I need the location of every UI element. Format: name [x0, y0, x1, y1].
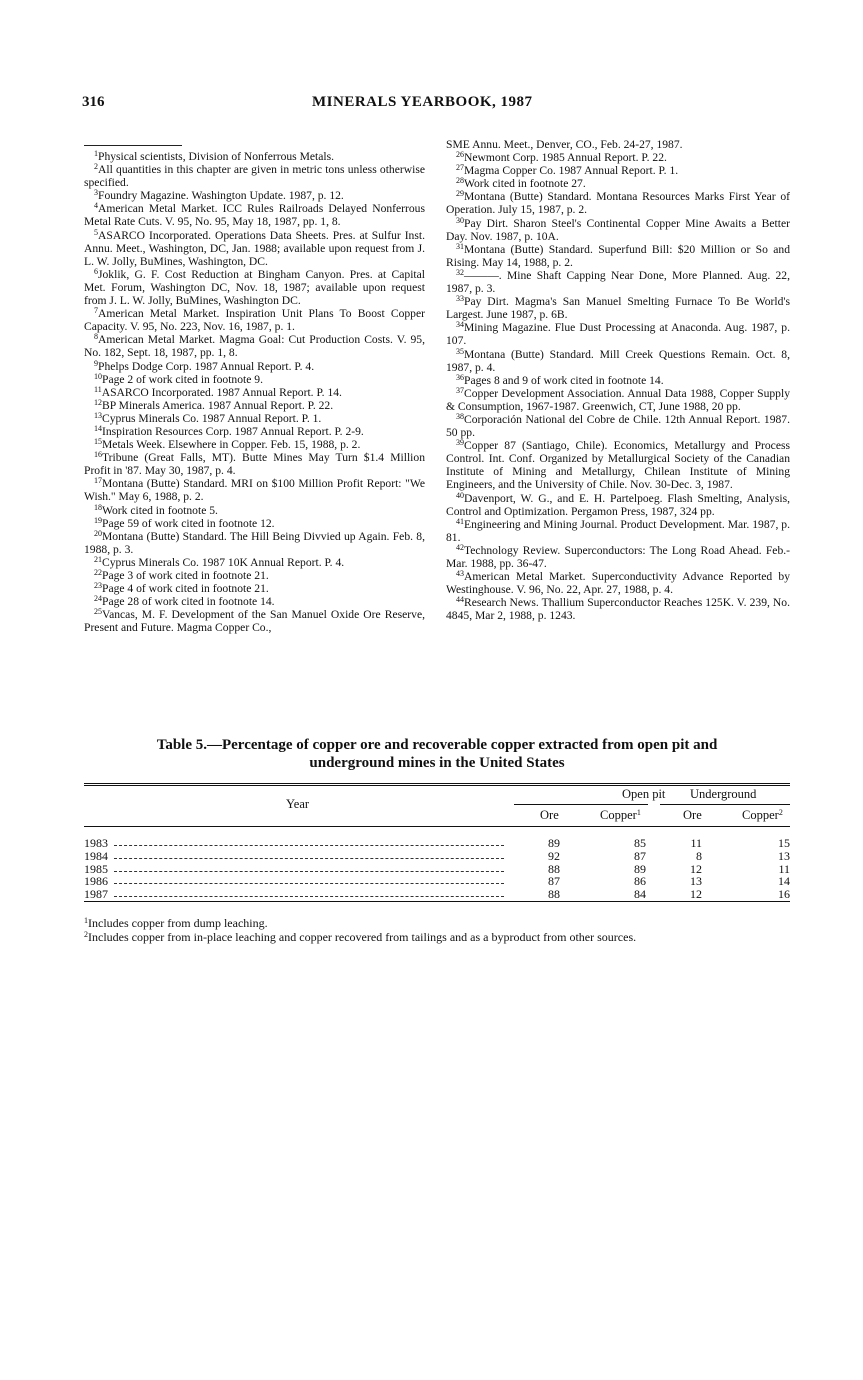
footnote-text: Copper Development Association. Annual Data 1988, Copper Supply & Consumption, 1967-1987. Greenwich, CT, June 1988, 20 pp.: [446, 386, 790, 413]
footnote-number: 42: [456, 542, 464, 552]
header-open-pit-ore: Ore: [540, 808, 559, 822]
footnote-number: 22: [94, 568, 102, 577]
footnote-number: 26: [456, 150, 464, 160]
footnote-text: Cyprus Minerals Co. 1987 Annual Report. P. 1.: [102, 411, 322, 425]
row-year: 1986: [84, 874, 108, 889]
footnote-number: 6: [94, 266, 98, 276]
footnote-number: 19: [94, 515, 102, 525]
footnote: [446, 138, 790, 151]
footnote-number: 39: [456, 438, 464, 448]
footnote-number: 3: [94, 188, 98, 198]
row-year: 1985: [84, 861, 108, 876]
footnote-number: 43: [456, 569, 464, 579]
footnote-text: Davenport, W. G., and E. H. Partelpoeg. Flash Smelting, Analysis, Control and Optimization. Pergamon Press, 1987, 324 pp.: [446, 491, 790, 518]
footnote-text: Newmont Corp. 1985 Annual Report. P. 22.: [464, 151, 667, 165]
footnote: [84, 451, 425, 477]
footnote-number: 33: [456, 294, 464, 304]
cell-op-copper: 86: [634, 874, 646, 889]
footnote: [84, 517, 425, 530]
footnote-number: 25: [94, 607, 102, 617]
header-bottom-rule: [84, 826, 790, 827]
footnote: [84, 229, 425, 268]
footnote: [446, 217, 790, 243]
footnote-number: 9: [94, 358, 98, 368]
cell-op-ore: 92: [548, 848, 560, 863]
cell-ug-ore: 12: [690, 861, 702, 876]
footnote-number: 13: [94, 410, 102, 420]
footnote-number: 31: [456, 241, 464, 251]
footnote-text: SME Annu. Meet., Denver, CO., Feb. 24-27, 1987.: [446, 138, 683, 151]
footnote: [84, 504, 425, 517]
footnote-text: Foundry Magazine. Washington Update. 1987, p. 12.: [98, 189, 344, 203]
row-year: 1987: [84, 887, 108, 902]
footnote-text: Joklik, G. F. Cost Reduction at Bingham Canyon. Pres. at Capital Met. Forum, Washington DC, Nov. 18, 1987; available upon request from J. L. W. Jolly, BuMines, Washington DC.: [84, 267, 425, 308]
footnote-text: Magma Copper Co. 1987 Annual Report. P. 1.: [464, 164, 679, 178]
cell-ug-copper: 14: [778, 874, 790, 889]
footnote: [84, 399, 425, 412]
footnote-text: ASARCO Incorporated. 1987 Annual Report. P. 14.: [101, 385, 342, 399]
footnote-number: 41: [456, 516, 464, 526]
header-underground-copper-note: 2: [778, 808, 783, 817]
header-open-pit: Open pit: [622, 787, 666, 801]
footnote: [446, 190, 790, 216]
cell-op-ore: 88: [548, 861, 560, 876]
footnote-text: Page 28 of work cited in footnote 14.: [102, 595, 275, 609]
footnote: [84, 595, 425, 608]
row-year: 1984: [84, 848, 108, 863]
table-row: [84, 850, 790, 863]
cell-ug-copper: 11: [778, 861, 790, 876]
footnote-text: Inspiration Resources Corp. 1987 Annual Report. P. 2-9.: [102, 424, 364, 438]
footnote: [84, 189, 425, 202]
page-number: 316: [82, 94, 105, 110]
footnote-text: ———. Mine Shaft Capping Near Done, More Planned. Aug. 22, 1987, p. 3.: [446, 268, 790, 296]
leader-dots: [114, 858, 504, 859]
footnote-number: 11: [94, 384, 102, 394]
footnote-text: Work cited in footnote 27.: [464, 177, 586, 191]
footnote-text: Mining Magazine. Flue Dust Processing at Anaconda. Aug. 1987, p. 107.: [446, 321, 790, 348]
footnote-text: Tribune (Great Falls, MT). Butte Mines May Turn $1.4 Million Profit in '87. May 30, 1987, p. 4.: [84, 451, 425, 478]
footnote: [84, 438, 425, 451]
cell-ug-copper: 16: [778, 887, 790, 902]
footnote-rule: [84, 145, 182, 146]
footnote: [446, 374, 790, 387]
footnote: [446, 387, 790, 413]
leader-dots: [114, 871, 504, 872]
footnote: [84, 333, 425, 359]
cell-op-ore: 89: [548, 836, 560, 850]
footnote: [84, 268, 425, 307]
footnote: [84, 477, 425, 503]
footnote: [446, 413, 790, 439]
footnote-text: Montana (Butte) Standard. The Hill Being Divvied up Again. Feb. 8, 1988, p. 3.: [84, 529, 425, 556]
footnote: [446, 164, 790, 177]
footnote-text: Research News. Thallium Superconductor Reaches 125K. V. 239, No. 4845, Mar 2, 1988, p. 1243.: [446, 596, 790, 623]
footnote-number: 23: [94, 581, 102, 591]
footnote-text: Page 2 of work cited in footnote 9.: [102, 372, 263, 386]
footnote-number: 15: [94, 437, 102, 447]
footnote-text: Engineering and Mining Journal. Product Development. Mar. 1987, p. 81.: [446, 517, 790, 544]
header-open-pit-copper-label: Copper: [600, 808, 637, 822]
footnote-text: American Metal Market. Magma Goal: Cut Production Costs. V. 95, No. 182, Sept. 18, 1987, pp. 1, 8.: [84, 333, 425, 360]
header-underground-ore: Ore: [683, 808, 702, 822]
table-title: [84, 736, 790, 772]
table-row: [84, 888, 790, 901]
footnote-text: Technology Review. Superconductors: The Long Road Ahead. Feb.-Mar. 1988, pp. 36-47.: [446, 543, 790, 570]
footnote: [84, 202, 425, 228]
cell-ug-ore: 13: [690, 874, 702, 889]
row-year: 1983: [84, 836, 108, 850]
footnotes-left-column: [84, 150, 425, 634]
footnote-text: Page 4 of work cited in footnote 21.: [102, 582, 269, 596]
footnote-text: Physical scientists, Division of Nonferrous Metals.: [98, 150, 335, 163]
leader-dots: [114, 883, 504, 884]
footnote: [84, 307, 425, 333]
footnote: [446, 269, 790, 295]
cell-ug-ore: 11: [690, 836, 702, 850]
footnote-text: Metals Week. Elsewhere in Copper. Feb. 15, 1988, p. 2.: [102, 438, 361, 452]
open-pit-rule: [514, 804, 648, 805]
footnote-number: 10: [94, 371, 102, 381]
cell-op-copper: 89: [634, 861, 646, 876]
footnote-number: 30: [456, 215, 464, 225]
table-row: [84, 875, 790, 888]
header-open-pit-copper: [600, 808, 641, 823]
footnote: [84, 150, 425, 163]
table-top-rule-double: [84, 785, 790, 786]
footnote-text: Montana (Butte) Standard. MRI on $100 Million Profit Report: "We Wish." May 6, 1988, p. 2.: [84, 477, 425, 504]
footnote-number: 38: [456, 411, 464, 421]
footnote: [84, 386, 425, 399]
footnote-text: BP Minerals America. 1987 Annual Report. P. 22.: [102, 398, 334, 412]
cell-ug-ore: 12: [690, 887, 702, 902]
footnote: [446, 151, 790, 164]
table-note-1: [84, 916, 268, 930]
footnote: [84, 582, 425, 595]
footnote-text: Page 3 of work cited in footnote 21.: [102, 569, 269, 582]
footnote: [84, 412, 425, 425]
cell-op-copper: 84: [634, 887, 646, 902]
footnote-text: Montana (Butte) Standard. Mill Creek Questions Remain. Oct. 8, 1987, p. 4.: [446, 347, 790, 374]
footnote-number: 27: [456, 163, 464, 173]
footnote-number: 21: [94, 554, 102, 564]
footnote: [446, 243, 790, 269]
cell-ug-ore: 8: [696, 848, 702, 863]
footnote-text: Page 59 of work cited in footnote 12.: [102, 516, 275, 530]
footnote-number: 35: [456, 346, 464, 356]
footnote: [446, 439, 790, 491]
footnote-text: Cyprus Minerals Co. 1987 10K Annual Report. P. 4.: [102, 555, 345, 569]
footnote-text: Phelps Dodge Corp. 1987 Annual Report. P. 4.: [98, 359, 315, 373]
footnote-number: 24: [94, 594, 102, 604]
footnote: [84, 163, 425, 189]
footnote-number: 44: [456, 595, 464, 605]
header-underground-copper-label: Copper: [742, 808, 779, 822]
table-row: [84, 837, 790, 850]
footnote-text: Work cited in footnote 5.: [102, 503, 218, 517]
footnote: [84, 360, 425, 373]
footnote-text: Vancas, M. F. Development of the San Manuel Oxide Ore Reserve, Present and Future. Magma Copper Co.,: [84, 608, 425, 635]
footnote-text: Pay Dirt. Sharon Steel's Continental Copper Mine Awaits a Better Day. Nov. 1987, p. 10A.: [446, 216, 790, 243]
header-underground-copper: [742, 808, 783, 823]
footnotes-right-column: [446, 138, 790, 622]
footnote-text: ASARCO Incorporated. Operations Data Sheets. Pres. at Sulfur Inst. Annu. Meet., Washington, DC, Jan. 1988; available upon request from J. L. W. Jolly, BuMines, Washington, DC.: [84, 228, 425, 268]
footnote-number: 34: [456, 320, 464, 330]
footnote: [84, 530, 425, 556]
footnote-number: 16: [94, 450, 102, 460]
footnote-text: American Metal Market. Inspiration Unit Plans To Boost Copper Capacity. V. 95, No. 223, Nov. 16, 1987, p. 1.: [84, 307, 425, 334]
footnote-number: 29: [456, 189, 464, 199]
table-note-2: [84, 930, 636, 944]
footnote-number: 40: [456, 490, 464, 500]
cell-ug-copper: 15: [778, 836, 790, 850]
footnote: [446, 321, 790, 347]
footnote-number: 14: [94, 423, 102, 433]
header-year: Year: [286, 797, 310, 811]
footnote-text: All quantities in this chapter are given in metric tons unless otherwise specified.: [84, 163, 425, 190]
cell-op-copper: 87: [634, 848, 646, 863]
footnote-number: 17: [94, 476, 102, 486]
leader-dots: [114, 845, 504, 846]
footnote-text: American Metal Market. Superconductivity Advance Reported by Westinghouse. V. 96, No. 22, Apr. 27, 1988, p. 4.: [446, 570, 790, 597]
table-note-2-mark: 2: [84, 930, 88, 939]
footnote: [446, 570, 790, 596]
cell-ug-copper: 13: [778, 848, 790, 863]
table-row: [84, 863, 790, 876]
footnote-text: Copper 87 (Santiago, Chile). Economics, Metallurgy and Process Control. Int. Conf. Organized by Metallurgical Society of the Canadian Institute of Mining and Metallurgy, Chilean Institute of Mining Engineers, and the University of Chile. Nov. 30-Dec. 3, 1987.: [446, 439, 790, 492]
footnote: [446, 177, 790, 190]
footnote-text: Corporación National del Cobre de Chile. 12th Annual Report. 1987. 50 pp.: [446, 412, 790, 440]
footnote-number: 2: [94, 162, 98, 172]
footnote-number: 8: [94, 332, 98, 342]
footnote-number: 32: [456, 267, 464, 277]
footnote-number: 37: [456, 385, 464, 395]
footnote-number: 28: [456, 176, 464, 186]
footnote: [84, 425, 425, 438]
running-title: MINERALS YEARBOOK, 1987: [312, 94, 533, 110]
header-underground: Underground: [690, 787, 757, 801]
cell-op-ore: 87: [548, 874, 560, 889]
table-note-1-text: Includes copper from dump leaching.: [88, 916, 268, 930]
footnote-text: Montana (Butte) Standard. Montana Resources Marks First Year of Operation. July 15, 1987, p. 2.: [446, 190, 790, 217]
footnote-number: 12: [94, 397, 102, 407]
footnote-number: 5: [94, 227, 98, 237]
footnote-number: 20: [94, 528, 102, 538]
footnote-number: 18: [94, 502, 102, 512]
table-title-line-1: Table 5.—Percentage of copper ore and recoverable copper extracted from open pit and: [156, 737, 718, 753]
table-top-rule: [84, 783, 790, 784]
footnote: [446, 596, 790, 622]
footnote-number: 36: [456, 372, 464, 382]
table-title-line-2: underground mines in the United States: [309, 755, 565, 771]
footnote-text: Pages 8 and 9 of work cited in footnote 14.: [464, 373, 664, 387]
footnote-number: 4: [94, 201, 98, 211]
footnote: [84, 373, 425, 386]
cell-op-copper: 85: [634, 836, 646, 850]
footnote-text: Montana (Butte) Standard. Superfund Bill: $20 Million or So and Rising. May 14, 1988, p. 2.: [446, 242, 790, 269]
leader-dots: [114, 896, 504, 897]
table-note-1-mark: 1: [84, 916, 88, 925]
footnote-text: American Metal Market. ICC Rules Railroads Delayed Nonferrous Metal Rate Cuts. V. 95, No. 95, May 18, 1987, pp. 1, 8.: [84, 202, 425, 229]
footnote: [84, 556, 425, 569]
header-open-pit-copper-note: 1: [636, 808, 641, 817]
footnote-number: 7: [94, 306, 98, 316]
footnote: [446, 348, 790, 374]
footnote: [84, 569, 425, 582]
footnote: [446, 518, 790, 544]
footnote-text: Pay Dirt. Magma's San Manuel Smelting Furnace To Be World's Largest. June 1987, p. 6B.: [446, 295, 790, 322]
footnote: [84, 608, 425, 634]
table-note-2-text: Includes copper from in-place leaching and copper recovered from tailings and as a byproduct from other sources.: [88, 930, 637, 944]
footnote: [446, 544, 790, 570]
underground-rule: [660, 804, 790, 805]
footnote: [446, 492, 790, 518]
cell-op-ore: 88: [548, 887, 560, 902]
footnote-number: 1: [94, 149, 98, 158]
footnote: [446, 295, 790, 321]
